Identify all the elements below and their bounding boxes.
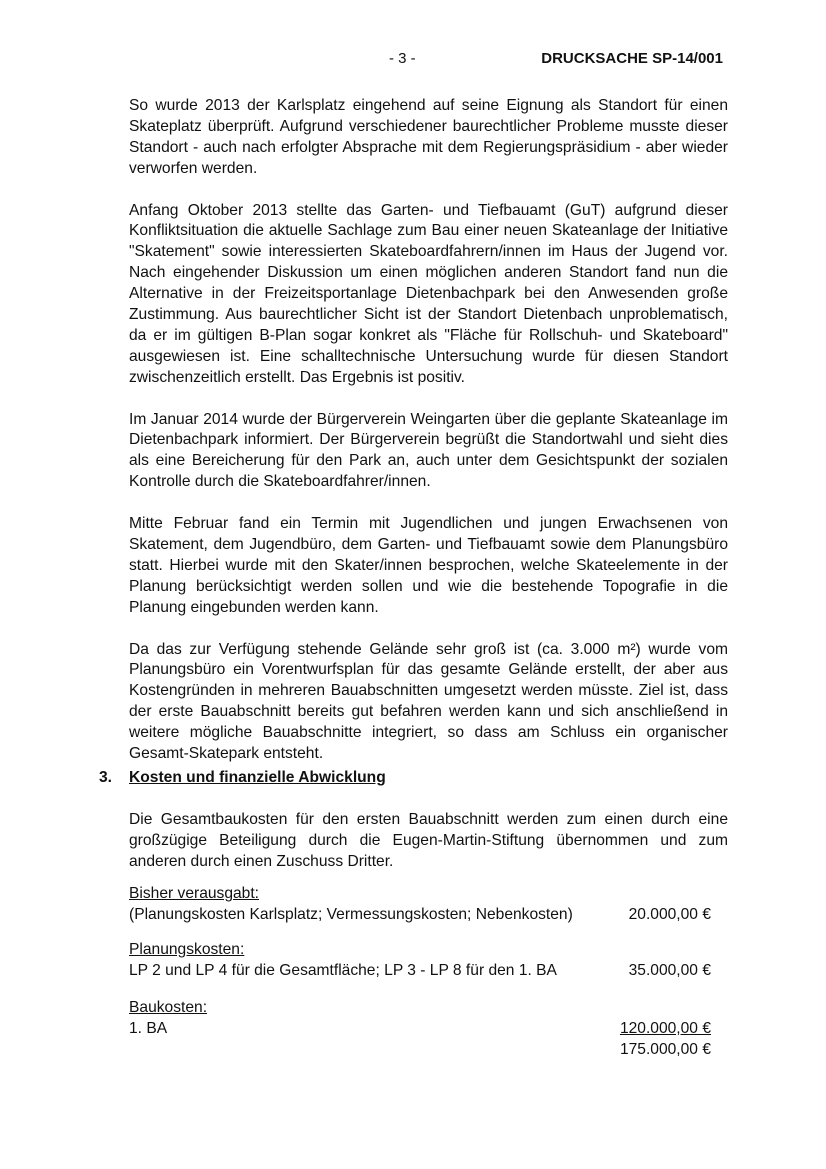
- page-header: [0, 50, 826, 70]
- paragraph: So wurde 2013 der Karlsplatz eingehend auf seine Eignung als Standort für einen Skateplatz überprüft. Aufgrund verschiedener baurechtlicher Probleme musste dieser Standort - auch nach erfolgter Absprache mit dem Regierungspräsidium - aber wieder verworfen werden.: [129, 97, 728, 177]
- cost-description: LP 2 und LP 4 für die Gesamtfläche; LP 3 - LP 8 für den 1. BA: [129, 961, 557, 979]
- cost-total: 175.000,00 €: [619, 1040, 711, 1058]
- cost-description: (Planungskosten Karlsplatz; Vermessungskosten; Nebenkosten): [129, 905, 573, 923]
- cost-description: 1. BA: [129, 1019, 168, 1037]
- section-number: 3.: [99, 769, 113, 786]
- cost-label: Bisher verausgabt:: [129, 885, 260, 902]
- cost-item: [129, 940, 711, 982]
- body-text: [129, 96, 728, 786]
- cost-label: Planungskosten:: [129, 941, 245, 958]
- section-intro: [129, 810, 728, 873]
- cost-label: Baukosten:: [129, 999, 208, 1016]
- document-reference: DRUCKSACHE SP-14/001: [541, 50, 723, 67]
- cost-amount: 20.000,00 €: [628, 905, 711, 923]
- paragraph: Mitte Februar fand ein Termin mit Jugendlichen und jungen Erwachsenen von Skatement, dem Jugendbüro, dem Garten- und Tiefbauamt sowie dem Planungsbüro statt. Hierbei wurde mit den Skater/innen besprochen, welche Skateelemente in der Planung berücksichtigt werden sollen und wie die bestehende Topografie in die Planung eingebunden werden kann.: [129, 515, 728, 616]
- cost-amount: 120.000,00 €: [619, 1019, 711, 1037]
- cost-item: [129, 998, 711, 1061]
- section-heading: [99, 768, 728, 789]
- section-title: Kosten und finanzielle Abwicklung: [129, 769, 386, 786]
- paragraph: Im Januar 2014 wurde der Bürgerverein Weingarten über die geplante Skateanlage im Dietenbachpark informiert. Der Bürgerverein begrüßt die Standortwahl und sieht dies als eine Bereicherung für den Park an, auch unter dem Gesichtspunkt der sozialen Kontrolle durch die Skateboardfahrer/innen.: [129, 410, 728, 491]
- cost-amount: 35.000,00 €: [628, 961, 711, 979]
- page-number: - 3 -: [389, 50, 416, 67]
- cost-item: [129, 884, 711, 926]
- paragraph: Da das zur Verfügung stehende Gelände sehr groß ist (ca. 3.000 m²) wurde vom Planungsbüro ein Vorentwurfsplan für das gesamte Gelände erstellt, der aber aus Kostengründen in mehreren Bauabschnitten umgesetzt werden müsste. Ziel ist, dass der erste Bauabschnitt bereits gut befahren werden kann und sich anschließend in weitere mögliche Bauabschnitte integriert, so dass am Schluss ein organischer Gesamt-Skatepark entsteht.: [129, 640, 728, 763]
- paragraph: Anfang Oktober 2013 stellte das Garten- und Tiefbauamt (GuT) aufgrund dieser Konfliktsituation die aktuelle Sachlage zum Bau einer neuen Skateanlage der Initiative "Skatement" sowie interessierten Skateboardfahrern/innen im Haus der Jugend vor. Nach eingehender Diskussion um einen möglichen anderen Standort fand nun die Alternative in der Freizeitsportanlage Dietenbachpark bei den Anwesenden große Zustimmung. Aus baurechtlicher Sicht ist der Standort Dietenbach unproblematisch, da er im gültigen B-Plan sogar konkret als "Fläche für Rollschuh- und Skateboard" ausgewiesen ist. Eine schalltechnische Untersuchung wurde für diesen Standort zwischenzeitlich erstellt. Das Ergebnis ist positiv.: [129, 201, 728, 386]
- paragraph: Die Gesamtbaukosten für den ersten Bauabschnitt werden zum einen durch eine großzügige Beteiligung durch die Eugen-Martin-Stiftung übernommen und zum anderen durch einen Zuschuss Dritter.: [129, 811, 728, 870]
